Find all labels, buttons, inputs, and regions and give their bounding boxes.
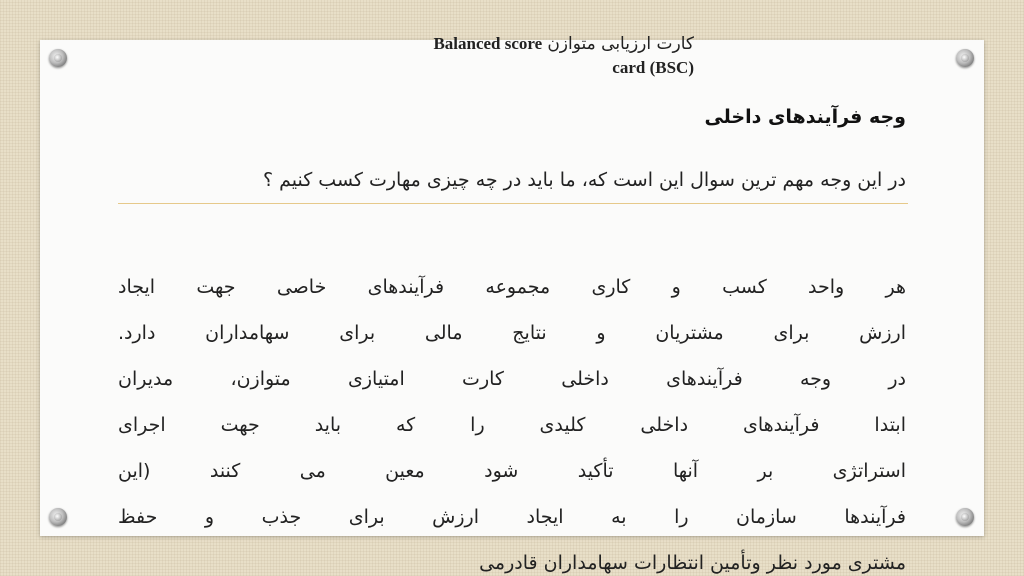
body-line: ارزش برای مشتریان و نتایج مالی برای سهامداران دارد. <box>118 322 906 344</box>
section-heading: وجه فرآیندهای داخلی <box>704 106 906 128</box>
body-line: مشتری مورد نظر وتأمین انتظارات سهامداران قادرمی <box>479 552 906 574</box>
paragraph-question: در این وجه مهم ترین سوال این است که، ما باید در چه چیزی مهارت کسب کنیم ؟ <box>262 169 906 191</box>
body-line: فرآیندها سازمان را به ایجاد ارزش برای جذب و حفظ <box>118 506 906 528</box>
body-line: در وجه فرآیندهای داخلی کارت امتیازی متوازن، مدیران <box>118 368 906 390</box>
title-english: Balanced score <box>433 34 543 53</box>
pushpin-icon <box>956 49 974 67</box>
title-english-line-2: card (BSC) <box>612 58 694 77</box>
pushpin-icon <box>49 508 67 526</box>
pushpin-icon <box>956 508 974 526</box>
pushpin-icon <box>49 49 67 67</box>
body-line: استراتژی بر آنها تأکید شود معین می کنند (این <box>118 460 906 482</box>
divider-line <box>118 203 908 204</box>
title-persian: کارت ارزیابی متوازن <box>547 34 694 54</box>
body-line: هر واحد کسب و کاری مجموعه فرآیندهای خاصی جهت ایجاد <box>118 276 906 298</box>
body-line: ابتدا فرآیندهای داخلی کلیدی را که باید جهت اجرای <box>118 414 906 436</box>
paragraph-body <box>118 264 906 576</box>
slide-title <box>290 32 694 80</box>
title-line-1 <box>290 32 694 56</box>
